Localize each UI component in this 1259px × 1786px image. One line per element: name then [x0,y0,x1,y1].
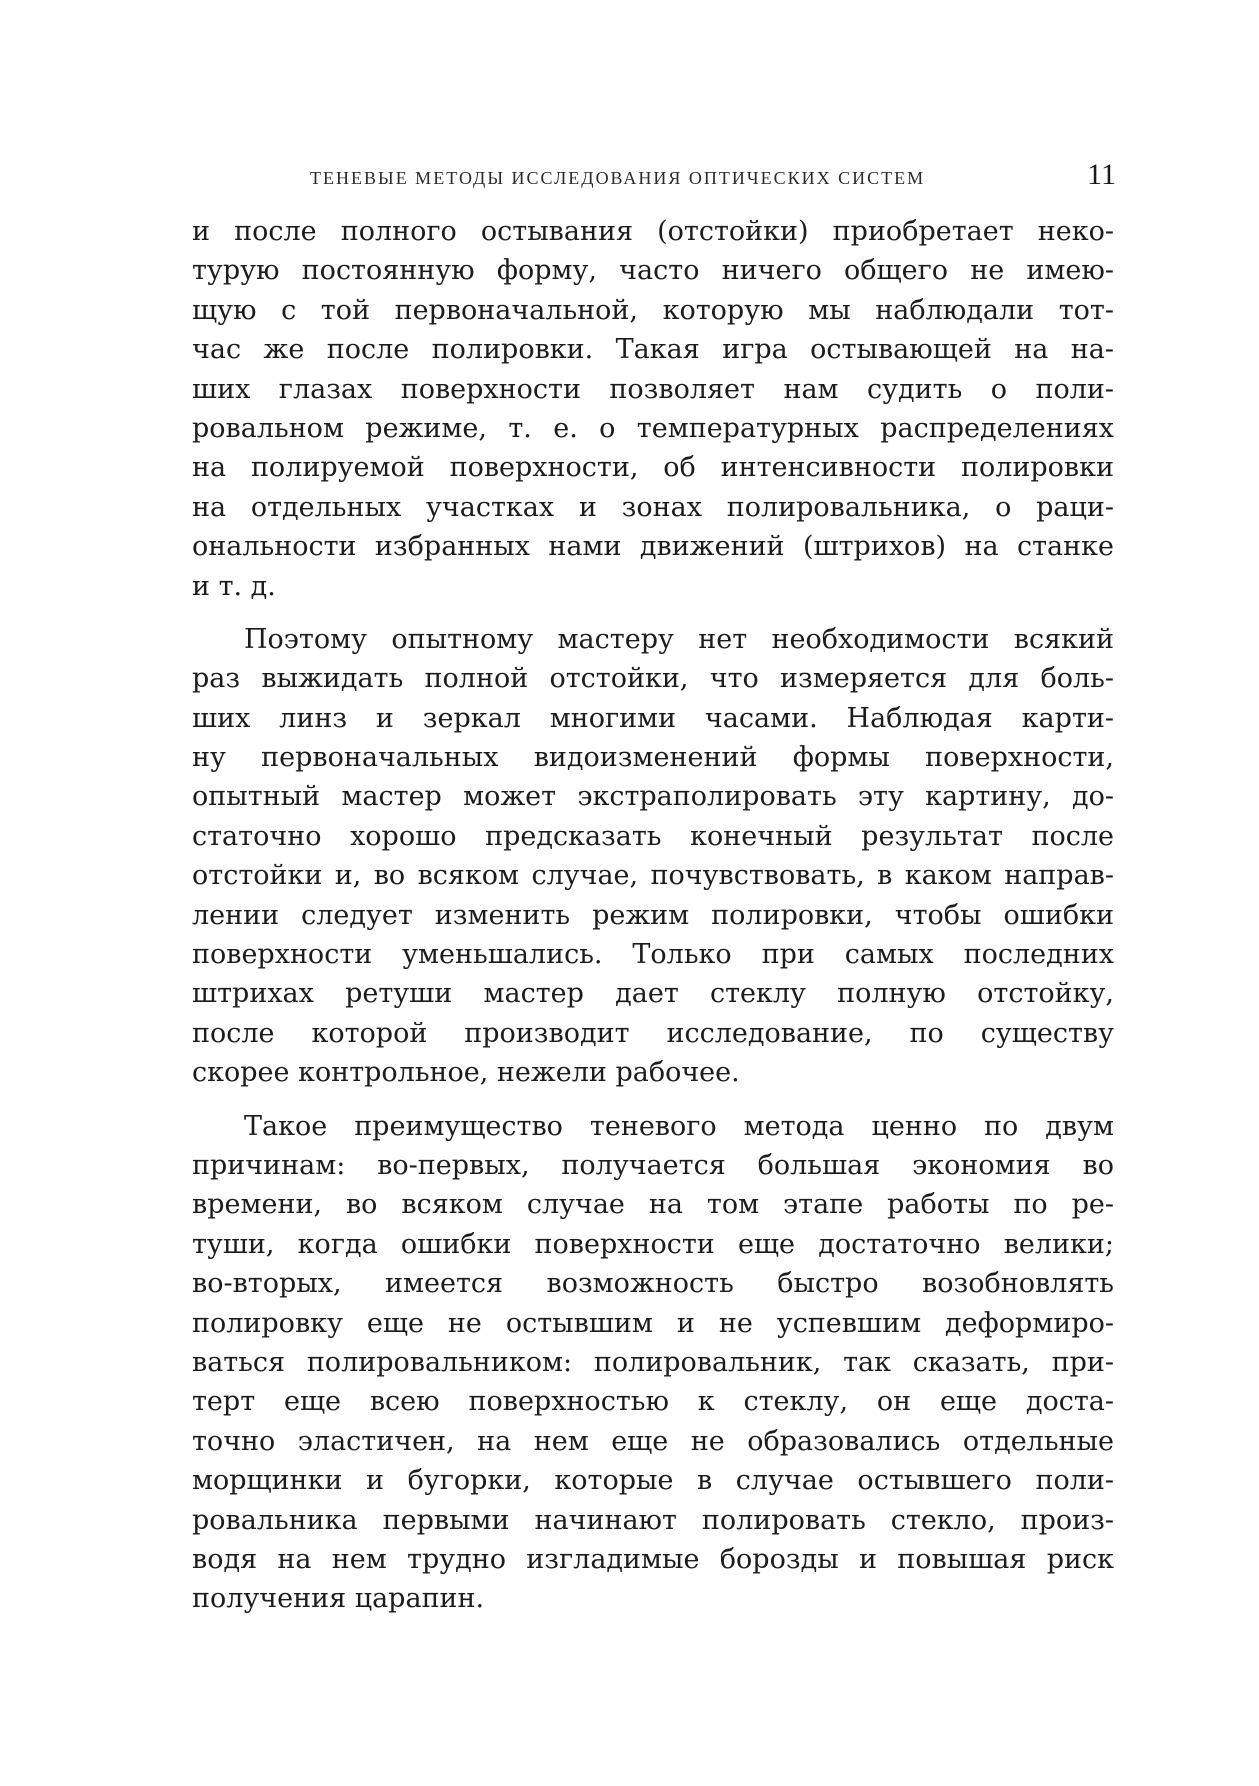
text-line: лении следует изменить режим полировки, чтобы ошибки [192,899,1114,931]
text-line: статочно хорошо предсказать конечный результат после [192,820,1114,852]
text-line: после которой производит исследование, по существу [192,1017,1114,1049]
text-line: ваться полировальником: полировальник, так сказать, при- [192,1346,1114,1378]
text-line: ших линз и зеркал многими часами. Наблюдая карти- [192,702,1114,734]
text-line: точно эластичен, на нем еще не образовались отдельные [192,1425,1114,1457]
text-line: причинам: во-первых, получается большая экономия во [192,1149,1114,1181]
text-line: туши, когда ошибки поверхности еще достаточно велики; [192,1228,1114,1260]
text-line: отстойки и, во всяком случае, почувствовать, в каком направ- [192,860,1114,892]
text-line: времени, во всяком случае на том этапе работы по ре- [192,1189,1114,1221]
running-title: ТЕНЕВЫЕ МЕТОДЫ ИССЛЕДОВАНИЯ ОПТИЧЕСКИХ СИСТЕМ [310,168,926,188]
text-line: морщинки и бугорки, которые в случае остывшего поли- [192,1465,1114,1497]
text-line: ших глазах поверхности позволяет нам судить о поли- [192,373,1114,405]
text-line: Такое преимущество теневого метода ценно по двум [244,1110,1114,1142]
text-line: скорее контрольное, нежели рабочее. [192,1057,740,1089]
body-text [192,212,1114,1619]
text-line: ровальном режиме, т. е. о температурных распределениях [192,412,1114,444]
paragraph-2 [192,620,1114,1093]
text-line: терт еще всею поверхностью к стеклу, он еще доста- [192,1386,1114,1418]
text-line: щую с той первоначальной, которую мы наблюдали тот- [192,294,1114,326]
text-line: поверхности уменьшались. Только при самых последних [192,939,1114,971]
text-line: и т. д. [192,570,276,602]
paragraph-gap [192,1093,1114,1107]
text-line: ровальника первыми начинают полировать стекло, произ- [192,1504,1114,1536]
paragraph-3 [192,1107,1114,1619]
text-line: ональности избранных нами движений (штрихов) на станке [192,531,1114,563]
text-line: и после полного остывания (отстойки) приобретает неко- [192,216,1114,247]
text-line: час же после полировки. Такая игра остывающей на на- [192,334,1114,366]
text-line: на отдельных участках и зонах полировальника, о раци- [192,491,1114,523]
text-line: полировку еще не остывшим и не успевшим деформиро- [192,1307,1114,1339]
text-line: ну первоначальных видоизменений формы поверхности, [192,742,1114,774]
text-line: водя на нем трудно изгладимые борозды и повышая риск [192,1543,1114,1575]
text-line: раз выжидать полной отстойки, что измеряется для боль- [192,663,1114,695]
paragraph-1 [192,212,1114,606]
text-line: Поэтому опытному мастеру нет необходимости всякий [244,623,1114,655]
text-line: турую постоянную форму, часто ничего общего не имею- [192,255,1114,287]
page-number: 11 [1087,158,1116,191]
text-line: штрихах ретуши мастер дает стеклу полную отстойку, [192,978,1114,1010]
text-line: на полируемой поверхности, об интенсивности полировки [192,452,1114,484]
text-line: во-вторых, имеется возможность быстро возобновлять [192,1268,1114,1300]
paragraph-gap [192,606,1114,620]
text-line: опытный мастер может экстраполировать эту картину, до- [192,781,1114,813]
text-line: получения царапин. [192,1583,485,1615]
running-head [190,158,1120,198]
